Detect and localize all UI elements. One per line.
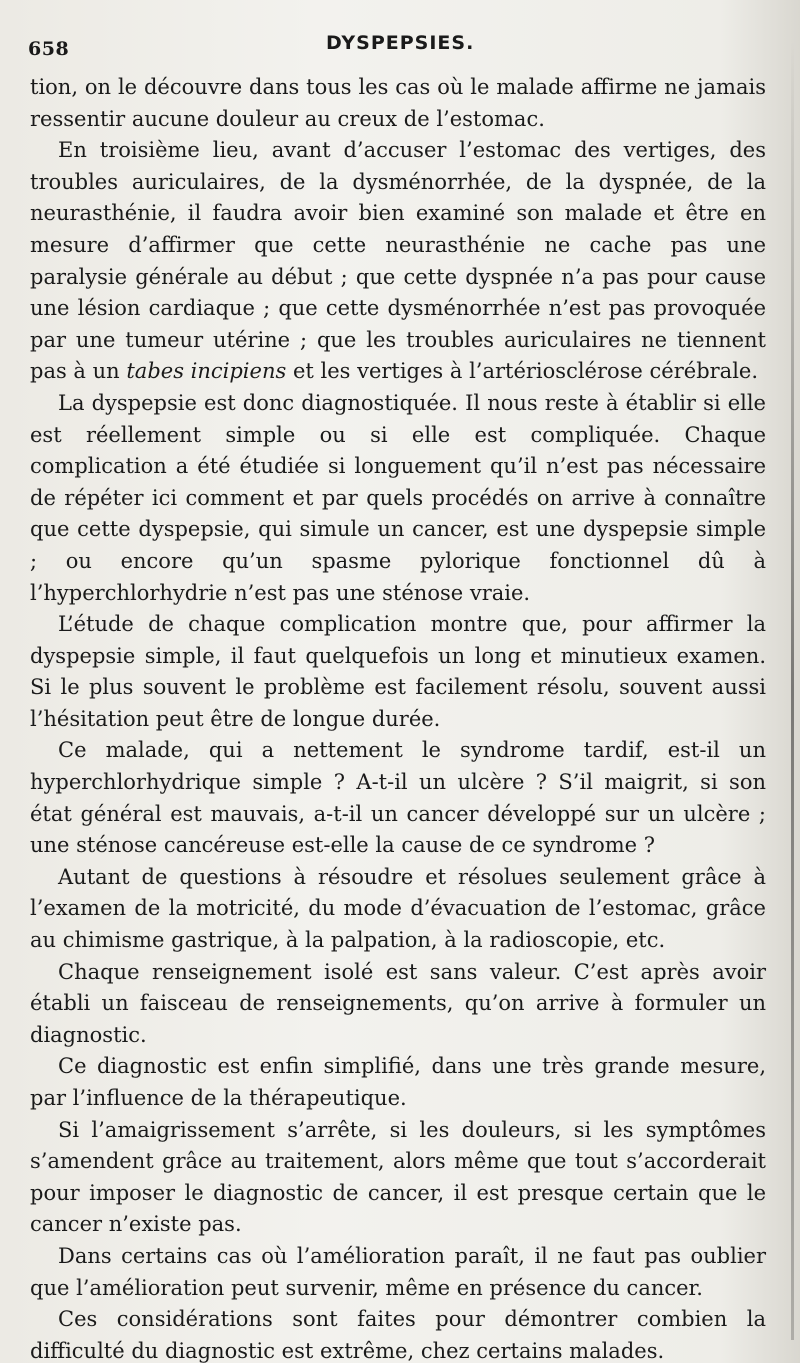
paragraph: Dans certains cas où l’amélioration paraît, il ne faut pas oublier que l’amélioration peut survenir, même en présence du cancer.	[30, 1243, 766, 1300]
paragraph: Chaque renseignement isolé est sans valeur. C’est après avoir établi un faisceau de renseignements, qu’on arrive à formuler un diagnostic.	[30, 959, 766, 1047]
paragraph: Ces considérations sont faites pour démontrer combien la difficulté du diagnostic est extrême, chez certains malades.	[30, 1307, 766, 1363]
body-text	[30, 72, 766, 1363]
paragraph: L’étude de chaque complication montre que, pour affirmer la dyspepsie simple, il faut quelquefois un long et minutieux examen. Si le plus souvent le problème est facilement résolu, souvent aussi l’hésitation peut être de longue durée.	[30, 612, 766, 731]
paragraph: Ce diagnostic est enfin simplifié, dans une très grande mesure, par l’influence de la thérapeutique.	[30, 1054, 766, 1110]
paragraph: Si l’amaigrissement s’arrête, si les douleurs, si les symptômes s’amendent grâce au traitement, alors même que tout s’accorderait pour imposer le diagnostic de cancer, il est presque certain que le cancer n’existe pas.	[30, 1117, 766, 1237]
paragraph	[30, 135, 766, 388]
paragraph: Ce malade, qui a nettement le syndrome tardif, est-il un hyperchlorhydrique simple ? A-t-il un ulcère ? S’il maigrit, si son état général est mauvais, a-t-il un cancer développé sur un ulcère ; une sténose cancéreuse est-elle la cause de ce syndrome ?	[30, 738, 766, 858]
italic-term: tabes incipiens	[126, 359, 287, 384]
paragraph-text: et les vertiges à l’artériosclérose cérébrale.	[292, 359, 759, 384]
page-header	[0, 30, 800, 58]
paragraph-text: En troisième lieu, avant d’accuser l’estomac des vertiges, des troubles auriculaires, de la dysménorrhée, de la dyspnée, de la neurasthénie, il faudra avoir bien examiné son malade et être en mesure d’affirmer que cette neurasthénie ne cache pas une paralysie générale au début ; que cette dyspnée n’a pas pour cause une lésion cardiaque ; que cette dysménorrhée n’est pas provoquée par une tumeur utérine ; que les troubles auriculaires ne tiennent pas à un	[30, 138, 766, 384]
page-number: 658	[28, 38, 70, 60]
running-title: DYSPEPSIES.	[326, 32, 475, 54]
page-edge-shadow	[791, 40, 794, 1340]
paragraph-continuation: tion, on le découvre dans tous les cas où le malade affirme ne jamais ressentir aucune douleur au creux de l’estomac.	[30, 75, 766, 131]
paragraph: La dyspepsie est donc diagnostiquée. Il nous reste à établir si elle est réellement simple ou si elle est compliquée. Chaque complication a été étudiée si longuement qu’il n’est pas nécessaire de répéter ici comment et par quels procédés on arrive à connaître que cette dyspepsie, qui simule un cancer, est une dyspepsie simple ; ou encore qu’un spasme pylorique fonctionnel dû à l’hyperchlorhydrie n’est pas une sténose vraie.	[30, 390, 766, 605]
paragraph: Autant de questions à résoudre et résolues seulement grâce à l’examen de la motricité, du mode d’évacuation de l’estomac, grâce au chimisme gastrique, à la palpation, à la radioscopie, etc.	[30, 864, 766, 953]
